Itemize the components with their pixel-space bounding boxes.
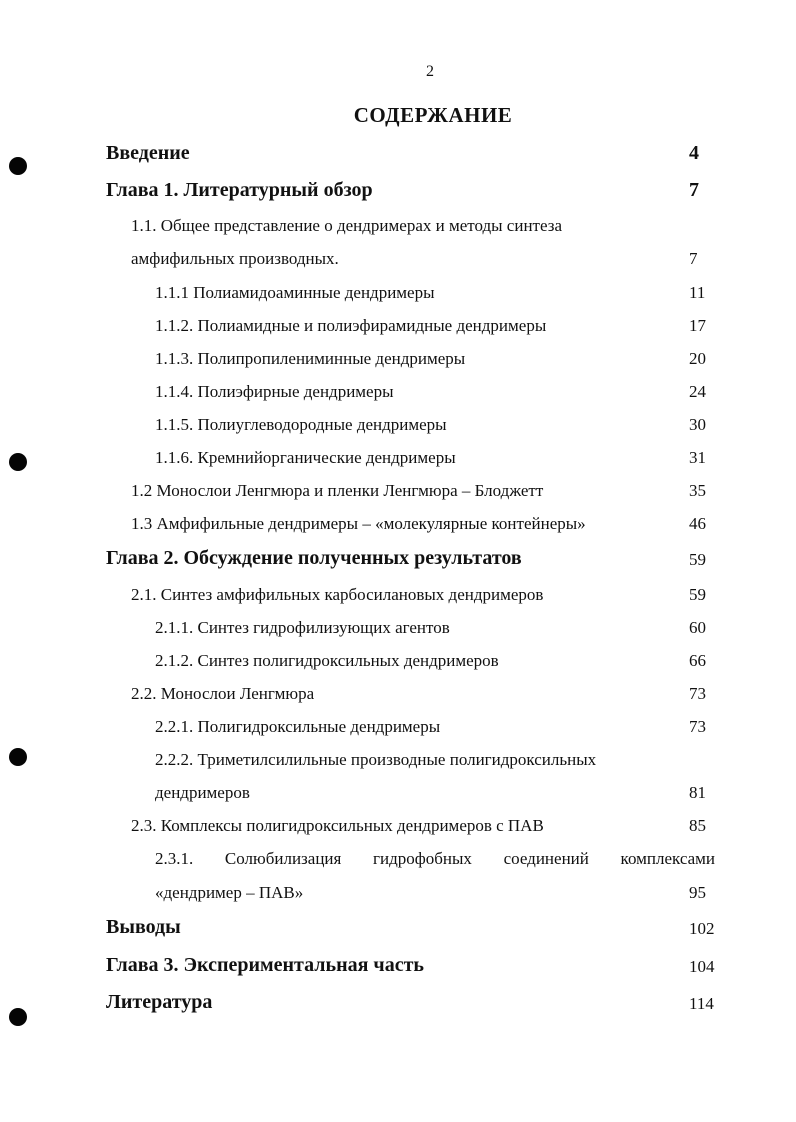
- toc-entry-page: 102: [689, 919, 715, 938]
- toc-entry-1-1-6: [0, 448, 796, 478]
- toc-entry-label: Глава 2. Обсуждение полученных результатов: [106, 547, 522, 569]
- toc-entry-label: 1.3 Амфифильные дендримеры – «молекулярные контейнеры»: [131, 514, 586, 533]
- toc-entry-2-2-2: [0, 750, 796, 780]
- toc-entry-page: 73: [689, 717, 706, 736]
- toc-entry-label: 1.1.5. Полиуглеводородные дендримеры: [155, 415, 447, 434]
- toc-entry-label: амфифильных производных.: [131, 249, 339, 268]
- toc-entry-label: Глава 1. Литературный обзор: [106, 179, 373, 201]
- toc-entry-conclusions: [0, 916, 796, 946]
- toc-entry-label: 1.1.4. Полиэфирные дендримеры: [155, 382, 394, 401]
- toc-entry-label: 2.2. Монослои Ленгмюра: [131, 684, 315, 703]
- toc-entry-page: 66: [689, 651, 706, 670]
- toc-entry-label: 1.1.3. Полипропилениминные дендримеры: [155, 349, 466, 368]
- toc-entry-label: Выводы: [106, 916, 181, 938]
- toc-entry-page: 73: [689, 684, 706, 703]
- toc-entry-page: 4: [689, 142, 699, 164]
- toc-entry-label: 1.1.1 Полиамидоаминные дендримеры: [155, 283, 435, 302]
- toc-entry-page: 11: [689, 283, 706, 302]
- toc-entry-2-2-1: [0, 717, 796, 747]
- toc-entry-2-2-2-continued: [0, 783, 796, 813]
- toc-entry-2-1-2: [0, 651, 796, 681]
- toc-entry-label: 2.3.1. Солюбилизация гидрофобных соединений комплексами: [155, 849, 715, 868]
- toc-entry-1-3: [0, 514, 796, 544]
- toc-entry-page: 30: [689, 415, 706, 434]
- toc-entry-1-1-5: [0, 415, 796, 445]
- toc-entry-1-1-4: [0, 382, 796, 412]
- toc-entry-page: 35: [689, 481, 706, 500]
- toc-entry-1-1: [0, 216, 796, 246]
- toc-entry-1-1-continued: [0, 249, 796, 279]
- toc-entry-label: 2.1.1. Синтез гидрофилизующих агентов: [155, 618, 450, 637]
- toc-entry-1-1-3: [0, 349, 796, 379]
- toc-entry-chapter-2: [0, 547, 796, 577]
- toc-entry-chapter-3: [0, 954, 796, 984]
- toc-entry-label: 1.2 Монослои Ленгмюра и пленки Ленгмюра – Блоджетт: [131, 481, 544, 500]
- toc-entry-label: 2.1.2. Синтез полигидроксильных дендримеров: [155, 651, 499, 670]
- toc-entry-label: 2.1. Синтез амфифильных карбосилановых дендримеров: [131, 585, 544, 604]
- toc-entry-page: 81: [689, 783, 706, 802]
- toc-entry-page: 85: [689, 816, 706, 835]
- toc-entry-page: 95: [689, 883, 706, 902]
- toc-entry-2-2: [0, 684, 796, 714]
- toc-entry-introduction: [0, 142, 796, 172]
- toc-entry-label: 2.2.1. Полигидроксильные дендримеры: [155, 717, 441, 736]
- toc-entry-label: 1.1.6. Кремнийорганические дендримеры: [155, 448, 456, 467]
- toc-entry-page: 7: [689, 179, 699, 201]
- toc-entry-label: 1.1. Общее представление о дендримерах и методы синтеза: [131, 216, 562, 235]
- toc-entry-2-3-1: [0, 849, 796, 879]
- toc-entry-page: 7: [689, 249, 698, 268]
- toc-entry-page: 31: [689, 448, 706, 467]
- toc-entry-chapter-1: [0, 179, 796, 209]
- toc-entry-page: 114: [689, 994, 714, 1013]
- page-number: 2: [426, 63, 434, 80]
- toc-entry-page: 17: [689, 316, 706, 335]
- toc-entry-label: 2.3. Комплексы полигидроксильных дендримеров с ПАВ: [131, 816, 544, 835]
- toc-entry-label: Глава 3. Экспериментальная часть: [106, 954, 424, 976]
- toc-entry-label: 2.2.2. Триметилсилильные производные полигидроксильных: [155, 750, 597, 769]
- toc-entry-page: 20: [689, 349, 706, 368]
- toc-entry-1-1-2: [0, 316, 796, 346]
- toc-entry-label: «дендример – ПАВ»: [155, 883, 304, 902]
- toc-entry-1-1-1: [0, 283, 796, 313]
- toc-entry-label: дендримеров: [155, 783, 250, 802]
- toc-entry-page: 60: [689, 618, 706, 637]
- toc-entry-label: 1.1.2. Полиамидные и полиэфирамидные дендримеры: [155, 316, 547, 335]
- toc-entry-2-3-1-continued: [0, 883, 796, 913]
- toc-entry-1-2: [0, 481, 796, 511]
- toc-entry-page: 59: [689, 550, 706, 569]
- toc-entry-2-1-1: [0, 618, 796, 648]
- toc-entry-label: Введение: [106, 142, 190, 164]
- toc-entry-page: 46: [689, 514, 706, 533]
- toc-entry-references: [0, 991, 796, 1021]
- toc-entry-2-1: [0, 585, 796, 615]
- toc-entry-label: Литература: [106, 991, 213, 1013]
- toc-entry-page: 59: [689, 585, 706, 604]
- toc-entry-2-3: [0, 816, 796, 846]
- toc-entry-page: 104: [689, 957, 715, 976]
- toc-title: СОДЕРЖАНИЕ: [353, 103, 513, 127]
- toc-entry-page: 24: [689, 382, 706, 401]
